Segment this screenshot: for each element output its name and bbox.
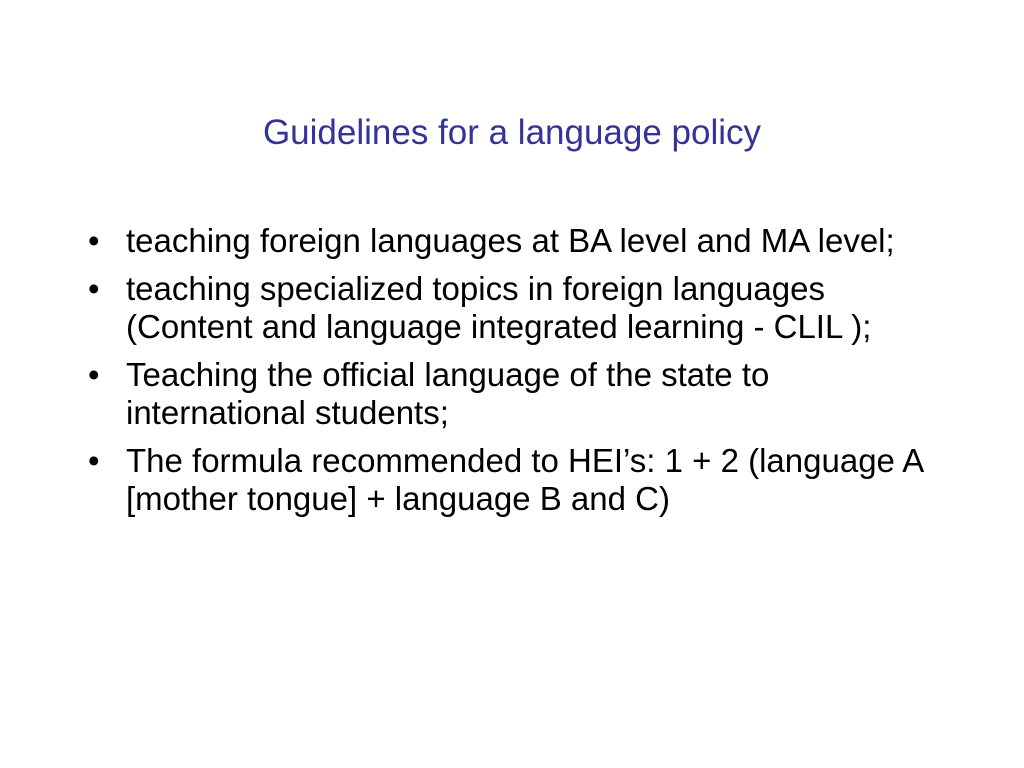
bullet-item-2: [88, 270, 948, 346]
bullet-text-4: The formula recommended to HEI’s: 1 + 2 (language A [mother tongue] + language B and C): [126, 442, 923, 517]
slide-title: Guidelines for a language policy: [262, 113, 762, 152]
bullet-icon: •: [88, 442, 100, 479]
bullet-item-4: [88, 442, 948, 518]
bullet-text-1: teaching foreign languages at BA level and MA level;: [126, 222, 895, 259]
bullet-list: [88, 222, 948, 528]
bullet-icon: •: [88, 270, 100, 307]
bullet-icon: •: [88, 222, 100, 259]
bullet-icon: •: [88, 356, 100, 393]
bullet-item-1: [88, 222, 948, 260]
bullet-text-3: Teaching the official language of the state to international students;: [126, 356, 770, 431]
bullet-text-2: teaching specialized topics in foreign languages (Content and language integrated learning - CLIL );: [126, 270, 872, 345]
bullet-item-3: [88, 356, 948, 432]
